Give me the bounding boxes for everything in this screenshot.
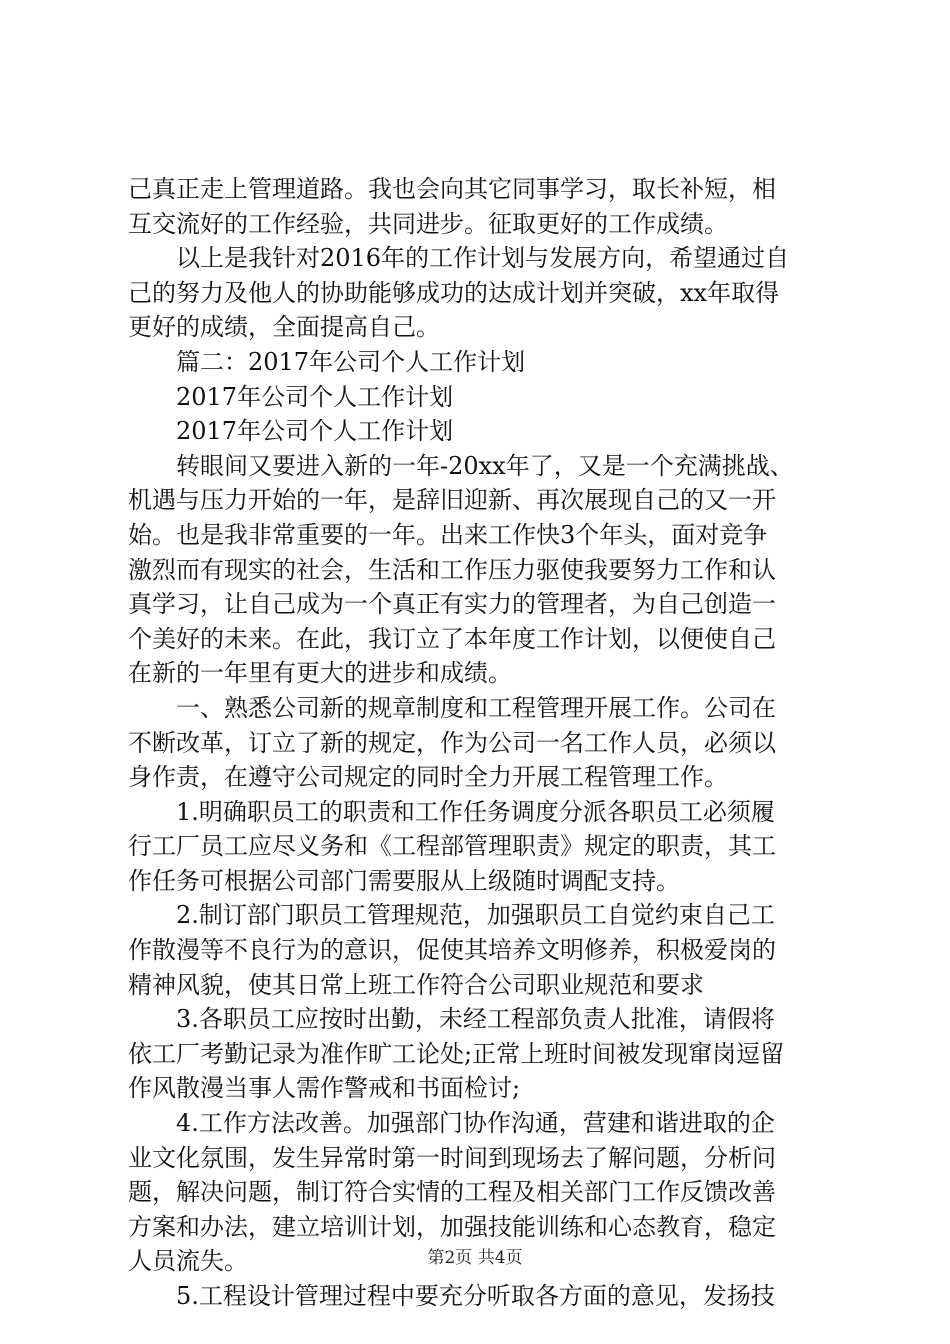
text-line: 3.各职员工应按时出勤，未经工程部负责人批准，请假将 [176,1005,775,1034]
text-line: 2017年公司个人工作计划 [176,417,454,446]
text-line: 业文化氛围，发生异常时第一时间到现场去了解问题，分析问 [128,1143,776,1172]
text-line: 激烈而有现实的社会，生活和工作压力驱使我要努力工作和认 [128,555,776,584]
text-line: 转眼间又要进入新的一年-20xx年了，又是一个充满挑战、 [176,451,794,480]
text-line: 精神风貌，使其日常上班工作符合公司职业规范和要求 [128,970,704,999]
text-line: 行工厂员工应尽义务和《工程部管理职责》规定的职责，其工 [128,832,776,861]
text-line: 方案和办法，建立培训计划，加强技能训练和心态教育，稳定 [128,1212,776,1241]
text-line: 身作责，在遵守公司规定的同时全力开展工程管理工作。 [128,763,728,792]
document-body [128,172,828,1314]
text-line: 5.工程设计管理过程中要充分听取各方面的意见，发扬技 [176,1282,775,1310]
text-line: 1.明确职员工的职责和工作任务调度分派各职员工必须履 [176,797,775,826]
text-line: 作风散漫当事人需作警戒和书面检讨; [128,1074,521,1103]
text-line: 人员流失。 [128,1247,248,1276]
text-line: 作任务可根据公司部门需要服从上级随时调配支持。 [128,866,680,895]
text-line: 4.工作方法改善。加强部门协作沟通，营建和谐进取的企 [176,1109,775,1138]
text-line: 2.制订部门职员工管理规范，加强职员工自觉约束自己工 [176,901,775,930]
text-line: 2017年公司个人工作计划 [176,382,454,411]
text-line: 己的努力及他人的协助能够成功的达成计划并突破，xx年取得 [128,278,780,307]
text-line: 始。也是我非常重要的一年。出来工作快3个年头，面对竞争 [128,520,768,549]
text-line: 个美好的未来。在此，我订立了本年度工作计划，以便使自己 [128,624,776,653]
text-line: 不断改革，订立了新的规定，作为公司一名工作人员，必须以 [128,728,776,757]
text-line: 以上是我针对2016年的工作计划与发展方向，希望通过自 [176,244,790,273]
page-footer: 第2页 共4页 [427,1248,523,1268]
text-line: 题，解决问题，制订符合实情的工程及相关部门工作反馈改善 [128,1178,776,1207]
text-line: 依工厂考勤记录为准作旷工论处;正常上班时间被发现窜岗逗留 [128,1039,785,1068]
text-line: 一、熟悉公司新的规章制度和工程管理开展工作。公司在 [176,693,776,722]
text-line: 在新的一年里有更大的进步和成绩。 [128,659,512,688]
text-line: 机遇与压力开始的一年，是辞旧迎新、再次展现自己的又一开 [128,486,776,515]
text-line: 篇二：2017年公司个人工作计划 [176,347,526,376]
text-line: 作散漫等不良行为的意识，促使其培养文明修养，积极爱岗的 [128,936,776,965]
text-line: 互交流好的工作经验，共同进步。征取更好的工作成绩。 [128,209,728,238]
text-line: 更好的成绩，全面提高自己。 [128,313,440,342]
text-line: 己真正走上管理道路。我也会向其它同事学习，取长补短，相 [128,175,776,203]
text-line: 真学习，让自己成为一个真正有实力的管理者，为自己创造一 [128,590,776,619]
